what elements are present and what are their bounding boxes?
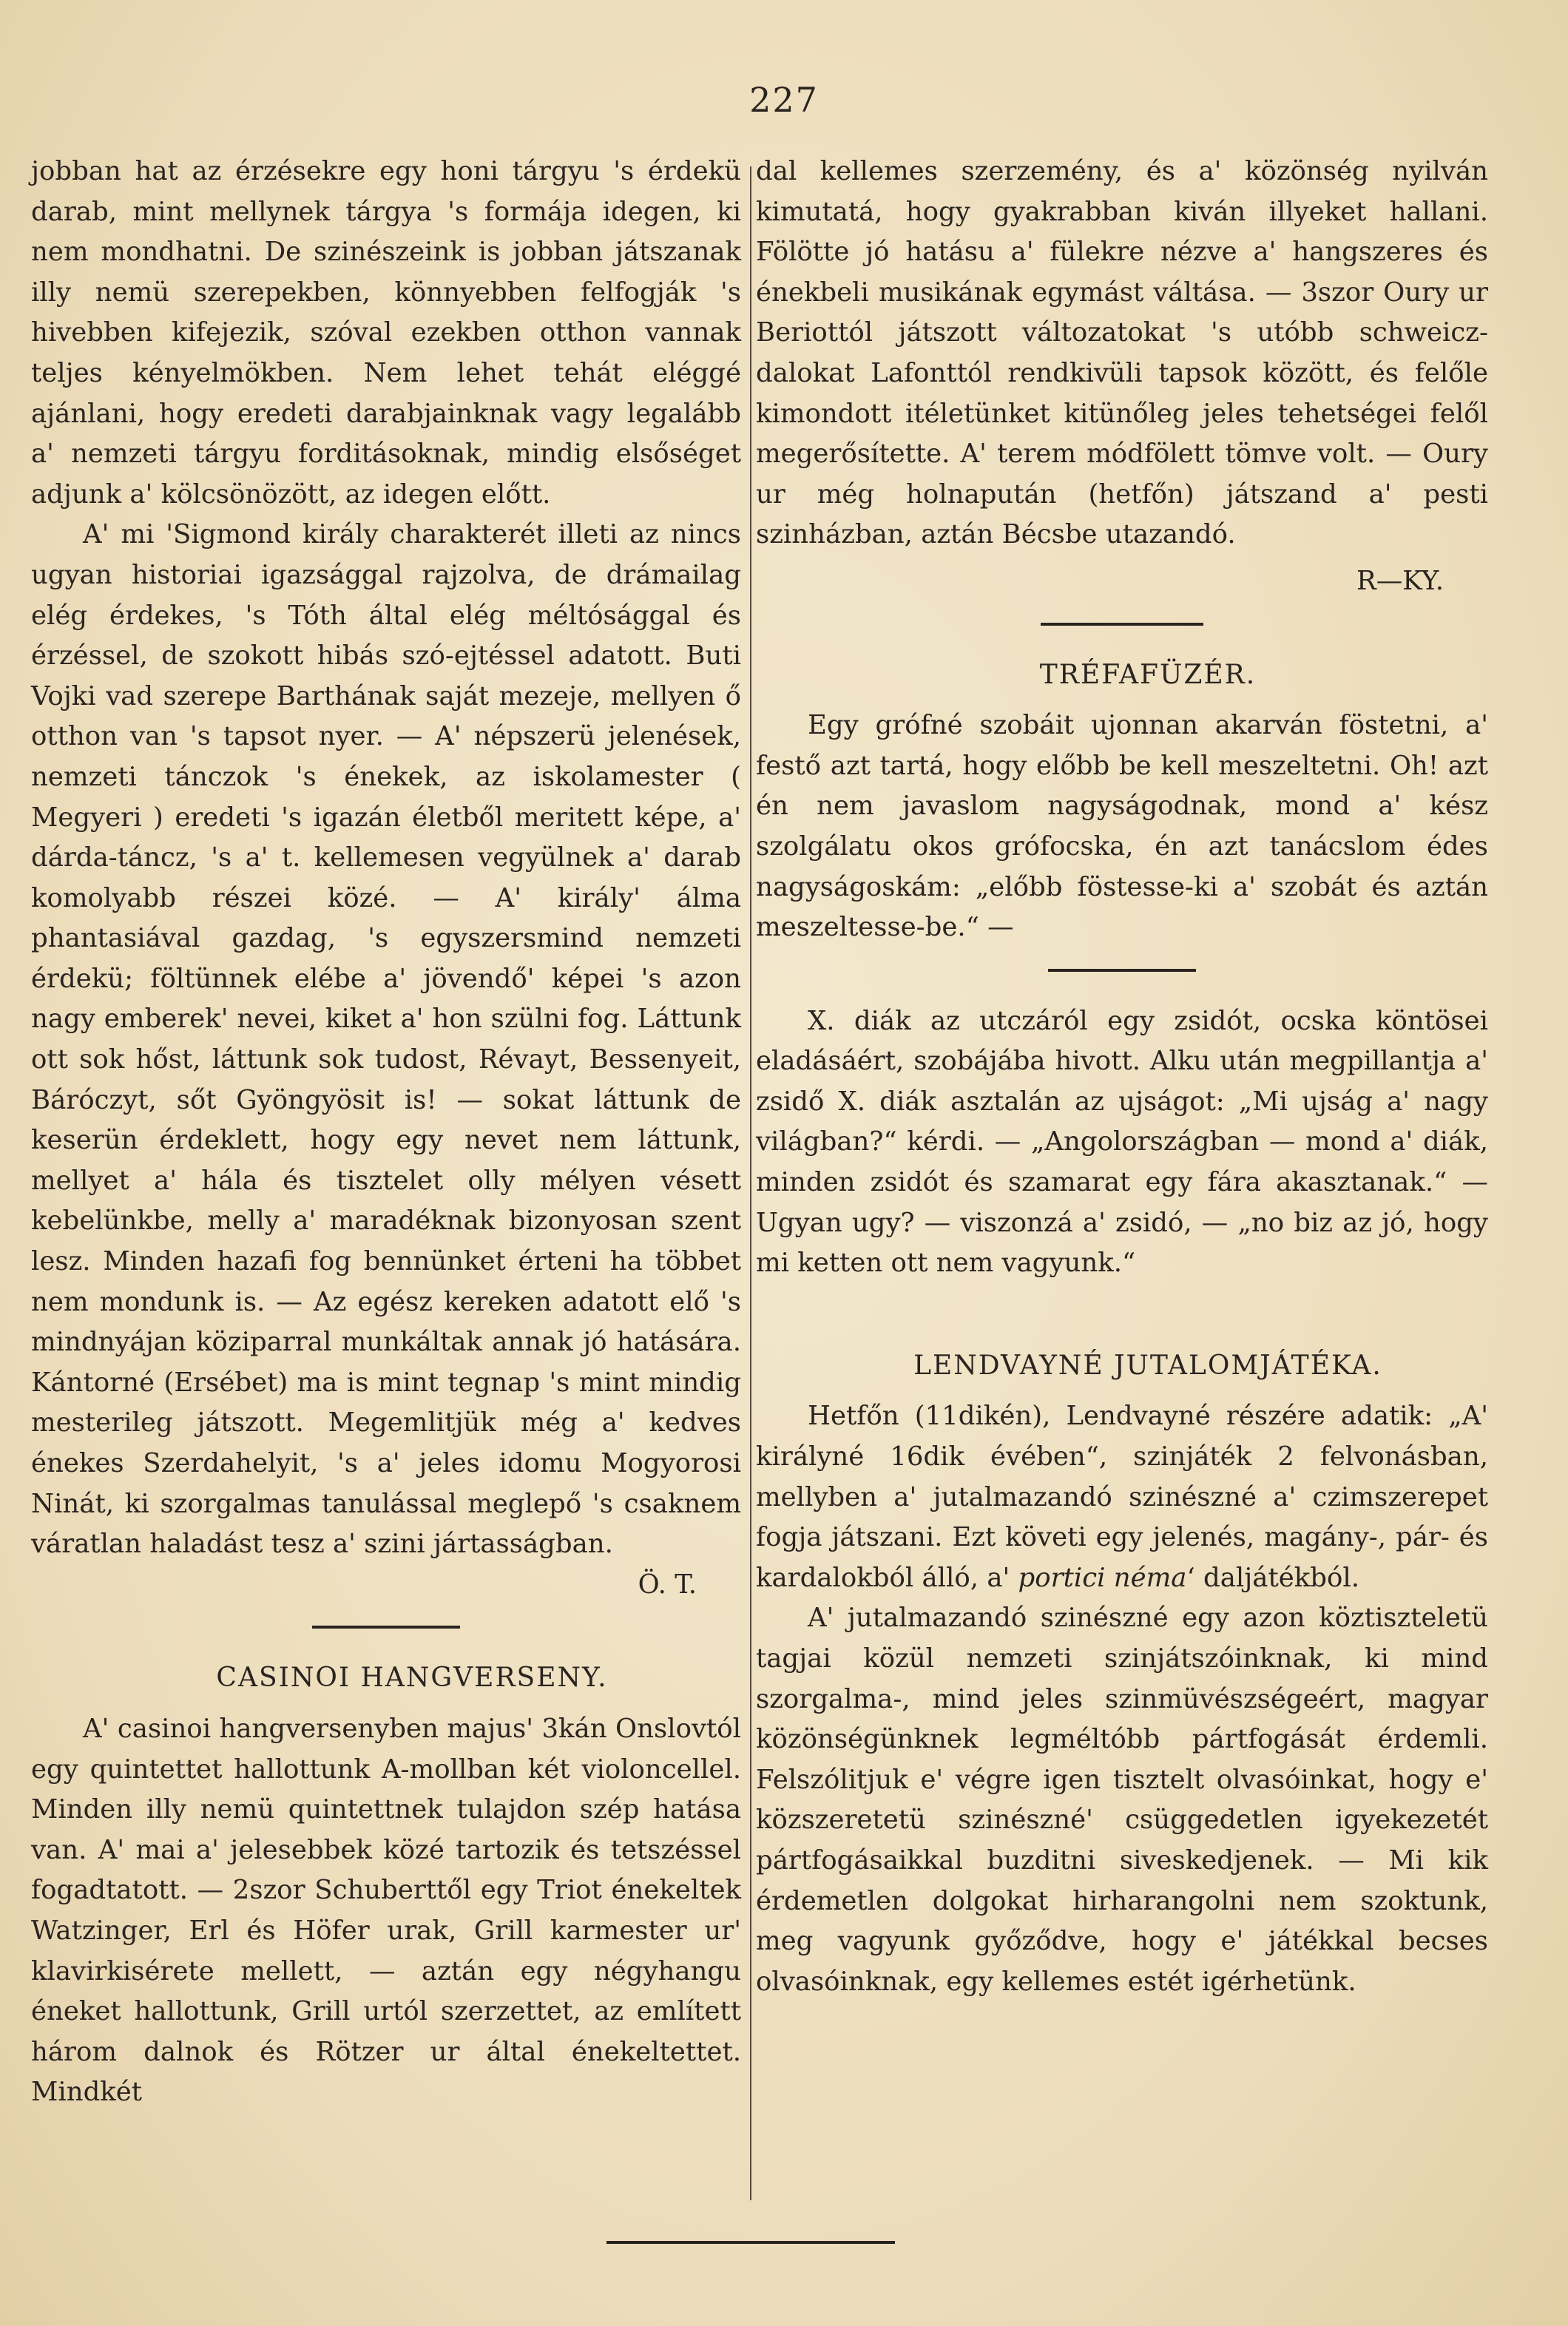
right-separator-2 (1048, 969, 1196, 972)
bottom-rule (606, 2241, 895, 2244)
left-separator (312, 1626, 460, 1629)
casino-concert-paragraph: A' casinoi hangversenyben majus' 3kán Onslovtól egy quintettet hallottunk A-mollban két violoncellel. Minden illy nemü quintettnek tulajdon szép hatása van. A' mai a' jelesebbek közé tartozik és tetszéssel fogadtatott. — 2szor Schuberttől egy Triot énekeltek Watzinger, Erl és Höfer urak, Grill karmester ur' klavirkisérete mellett, — aztán egy négyhangu éneket hallottunk, Grill urtól szerzettet, az említett három dalnok és Rötzer ur által énekeltettet. Mindkét (31, 1713, 741, 2108)
left-column (31, 152, 741, 2113)
column-divider (750, 166, 751, 2200)
benefit-performance-heading: LENDVAYNÉ JUTALOMJÁTÉKA. (913, 1350, 1382, 1381)
joke-1: Egy grófné szobáit ujonnan akarván föstetni, a' festő azt tartá, hogy előbb be kell meszeltetni. Oh! azt én nem javaslom nagyságodnak, mond a' kész szolgálatu okos grófocska, én azt tanácslom édes nagyságoskám: „előbb föstesse-ki a' szobát és aztán meszeltesse-be.“ — (756, 710, 1488, 943)
opera-title: portici néma (1018, 1562, 1187, 1593)
left-signature: Ö. T. (638, 1569, 697, 1600)
right-column (756, 152, 1488, 2002)
page-number: 227 (749, 80, 819, 120)
benefit-paragraph-2: A' jutalmazandó szinészné egy azon köztiszteletü tagjai közül nemzeti szinjátszóinknak, ki mind szorgalma-, mind jeles szinmüvészségeért, magyar közönségünknek legméltóbb pártfogását érdemli. Felszólitjuk e' végre igen tisztelt olvasóinkat, hogy e' közszeretetü szinészné' csüggedetlen igyekezetét pártfogásaikkal buzditni siveskedjenek. — Mi kik érdemetlen dolgokat hirharangolni nem szoktunk, meg vagyunk győződve, hogy e' játékkal becses olvasóinknak, egy kellemes estét igérhetünk. (756, 1603, 1488, 1997)
right-separator-1 (1041, 623, 1203, 626)
benefit-text-a: Hetfőn (11dikén), Lendvayné részére adatik: „A' királyné 16dik évében“, szinjáték 2 felvonásban, mellyben a' jutalmazandó szinészné a' czimszerepet fogja játszani. Ezt követi egy jelenés, magány-, pár- és kardalokból álló, a' (756, 1401, 1488, 1593)
casino-concert-heading: CASINOI HANGVERSENY. (216, 1663, 608, 1694)
right-signature: R—KY. (1356, 565, 1444, 596)
left-paragraph-2: A' mi 'Sigmond király charakterét illeti az nincs ugyan historiai igazsággal rajzolva, de drámailag elég érdekes, 's Tóth által elég méltósággal és érzéssel, de szokott hibás szó-ejtéssel adatott. Buti Vojki vad szerepe Barthának saját mezeje, mellyen ő otthon van 's tapsot nyer. — A' népszerü jelenések, nemzeti tánczok 's énekek, az iskolamester ( Megyeri ) eredeti 's igazán életből meritett képe, a' dárda-táncz, 's a' t. kellemesen vegyülnek a' darab komolyabb részei közé. — A' király' álma phantasiával gazdag, 's egyszersmind nemzeti érdekü; föltünnek elébe a' jövendő' képei 's azon nagy emberek' nevei, kiket a' hon szülni fog. Láttunk ott sok hőst, láttunk sok tudost, Révayt, Bessenyeit, Báróczyt, sőt Gyöngyösit is! — sokat láttunk de keserün érdeklett, hogy egy nevet nem láttunk, mellyet a' hála és tisztelet olly mélyen vésett kebelünkbe, melly a' maradéknak bizonyosan szent lesz. Minden hazafi fog bennünket érteni ha többet nem mondunk is. — Az egész kereken adatott elő 's mindnyájan köziparral munkáltak annak jó hatására. Kántorné (Ersébet) ma is mint tegnap 's mint mindig mesterileg játszott. Megemlitjük még a' kedves énekes Szerdahelyit, 's a' jeles idomu Mogyorosi Ninát, ki szorgalmas tanulással meglepő 's csaknem váratlan haladást tesz a' szini jártasságban. (31, 519, 741, 1560)
jokes-heading: TRÉFAFÜZÉR. (1039, 659, 1257, 690)
left-paragraph-1: jobban hat az érzésekre egy honi tárgyu 's érdekü darab, mint mellynek tárgya 's formája idegen, ki nem mondhatni. De szinészeink is jobban játszanak illy nemü szerepekben, könnyebben felfogják 's hivebben kifejezik, szóval ezekben otthon vannak teljes kényelmökben. Nem lehet tehát eléggé ajánlani, hogy eredeti darabjainknak vagy legalább a' nemzeti tárgyu forditásoknak, mindig elsőséget adjunk a' kölcsönözött, az idegen előtt. (31, 156, 741, 510)
joke-2: X. diák az utczáról egy zsidót, ocska köntösei eladásáért, szobájába hivott. Alku után megpillantja a' zsidő X. diák asztalán az ujságot: „Mi ujság a' nagy világban?“ kérdi. — „Angolországban — mond a' diák, minden zsidót és szamarat egy fára akasztanak.“ — Ugyan ugy? — viszonzá a' zsidó, — „no biz az jó, hogy mi ketten ott nem vagyunk.“ (756, 1005, 1488, 1279)
benefit-text-b: ‘ daljátékból. (1186, 1562, 1359, 1593)
right-paragraph-1: dal kellemes szerzemény, és a' közönség nyilván kimutatá, hogy gyakrabban kiván illyeket hallani. Fölötte jó hatásu a' fülekre nézve a' hangszeres és énekbeli musikának egymást váltása. — 3szor Oury ur Beriottól játszott változatokat 's utóbb schweicz-dalokat Lafonttól rendkivüli tapsok között, és felőle kimondott itéletünket kitünőleg jeles tehetségei felől megerősítette. A' terem módfölett tömve volt. — Oury ur még holnapután (hetfőn) játszand a' pesti szinházban, aztán Bécsbe utazandó. (756, 156, 1488, 550)
benefit-paragraph-1 (756, 1396, 1488, 1598)
